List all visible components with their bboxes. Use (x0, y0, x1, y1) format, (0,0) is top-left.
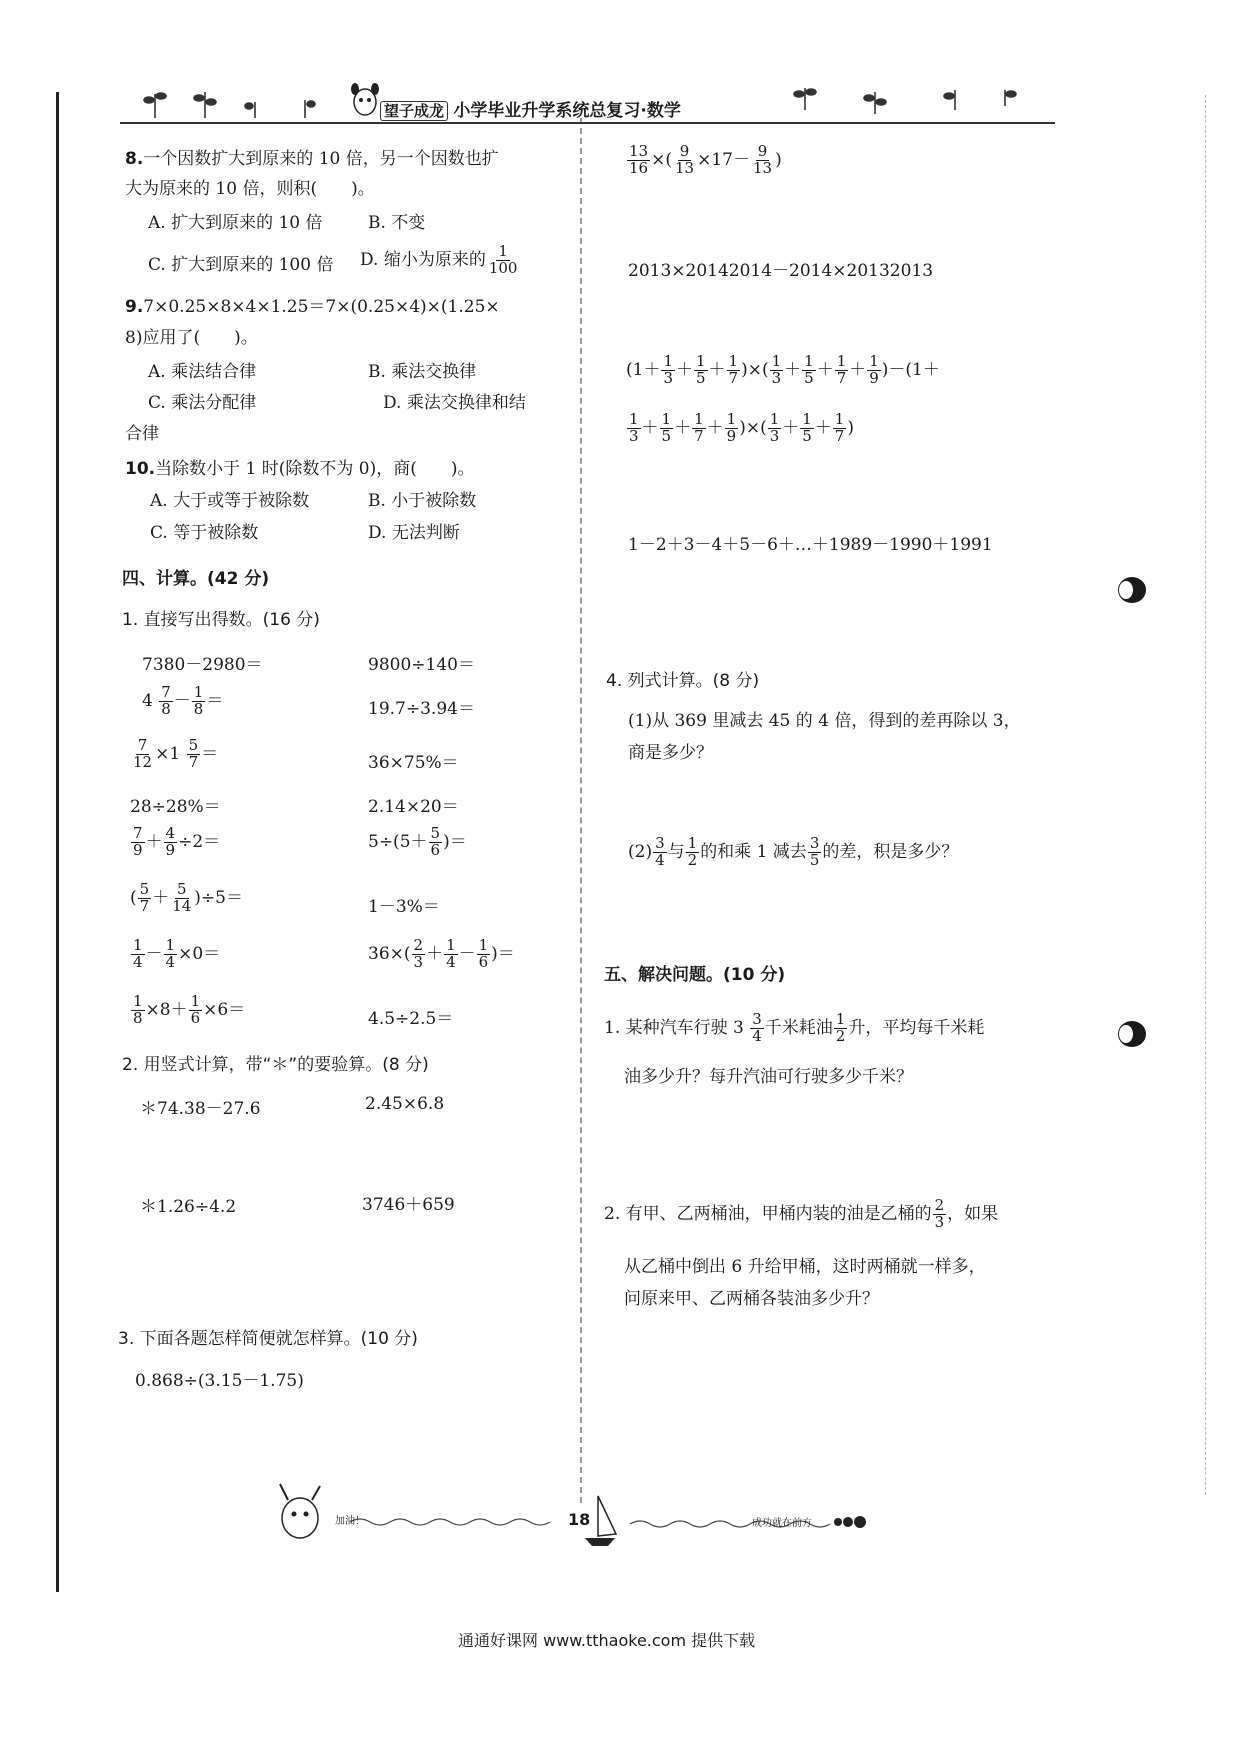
q8-option-c: C. 扩大到原来的 100 倍 (148, 255, 334, 275)
calc-r6a: ( $\frac{5}{7}$ ＋ $\frac{5}{14}$ )÷5＝ (130, 880, 243, 915)
brand-logo: 望子成龙 (380, 101, 448, 121)
q10-option-a: A. 大于或等于被除数 (150, 491, 310, 511)
calc-r8a: $\frac{1}{8}$ ×8＋ $\frac{1}{6}$ ×6＝ (133, 992, 246, 1027)
calc-r5a: $\frac{7}{9}$ ＋ $\frac{4}{9}$ ÷2＝ (133, 824, 221, 859)
ant-icon (834, 1516, 866, 1528)
problem-2-line1: 2. 有甲、乙两桶油，甲桶内装的油是乙桶的 $\frac{2}{3}$ ，如果 (604, 1196, 999, 1231)
footer-right-text: 成功就在前方 (752, 1518, 812, 1529)
written-calc-1-line1: (1)从 369 里减去 45 的 4 倍，得到的差再除以 3， (628, 711, 1021, 731)
vertical-calc-3: ＊1.26÷4.2 (140, 1197, 237, 1217)
cartoon-icon (280, 1484, 320, 1538)
part-1-title: 1. 直接写出得数。(16 分) (122, 610, 320, 630)
q8-option-a: A. 扩大到原来的 10 倍 (148, 213, 323, 233)
q9-option-d-cont: 合律 (125, 424, 159, 444)
header (380, 96, 681, 121)
part-3-title: 3. 下面各题怎样简便就怎样算。(10 分) (118, 1329, 418, 1349)
simplify-5: 1－2＋3－4＋5－6＋…＋1989－1990＋1991 (628, 535, 993, 555)
calc-r3a: $\frac{7}{12}$ ×1 $\frac{5}{7}$ ＝ (133, 736, 219, 771)
side-tab-icon (1110, 1016, 1150, 1052)
q10-option-d: D. 无法判断 (368, 523, 460, 543)
calc-r3b: 36×75%＝ (368, 753, 459, 773)
download-credit: 通通好课网 www.tthaoke.com 提供下载 (458, 1631, 756, 1650)
calc-r2b: 19.7÷3.94＝ (368, 699, 475, 719)
simplify-4-line1: (1＋ $\frac{1}{3}$ ＋ $\frac{1}{5}$ ＋ $\frac{1}{7}$ )×( $\frac{1}{3}$ ＋ $\frac{1}{5}$ ＋ $\frac{1}{7}$ ＋ $\frac{1}{9}$ )－(1＋ (626, 352, 940, 387)
section-4-title: 四、计算。(42 分) (122, 569, 270, 589)
q8-line1: 8.一个因数扩大到原来的 10 倍，另一个因数也扩 (125, 149, 499, 169)
book-title: 小学毕业升学系统总复习·数学 (453, 101, 681, 121)
q10-line1: 10.当除数小于 1 时(除数不为 0)，商( )。 (125, 459, 475, 479)
q9-line1: 9.7×0.25×8×4×1.25＝7×(0.25×4)×(1.25× (125, 297, 500, 317)
q10-option-b: B. 小于被除数 (368, 491, 477, 511)
problem-1-line2: 油多少升？每升汽油可行驶多少千米？ (624, 1067, 913, 1087)
problem-2-line3: 问原来甲、乙两桶各装油多少升？ (624, 1289, 879, 1309)
calc-r7a: $\frac{1}{4}$ － $\frac{1}{4}$ ×0＝ (133, 936, 221, 971)
calc-r4a: 28÷28%＝ (130, 797, 221, 817)
q8-option-b: B. 不变 (368, 213, 426, 233)
problem-2-line2: 从乙桶中倒出 6 升给甲桶，这时两桶就一样多， (624, 1257, 986, 1277)
section-5-title: 五、解决问题。(10 分) (604, 965, 786, 985)
written-calc-2: (2) $\frac{3}{4}$ 与 $\frac{1}{2}$ 的和乘 1 减去 $\frac{3}{5}$ 的差，积是多少？ (628, 834, 959, 869)
calc-r7b: 36×( $\frac{2}{3}$ ＋ $\frac{1}{4}$ － $\frac{1}{6}$ )＝ (368, 936, 515, 971)
header-rule (120, 122, 1055, 124)
simplify-4-line2: $\frac{1}{3}$ ＋ $\frac{1}{5}$ ＋ $\frac{1}{7}$ ＋ $\frac{1}{9}$ )×( $\frac{1}{3}$ ＋ $\frac{1}{5}$ ＋ $\frac{1}{7}$ ) (629, 410, 854, 445)
q8-option-d: D. 缩小为原来的 $\frac{1}{100}$ (360, 242, 518, 277)
footer-left-text: 加油！ (335, 1516, 365, 1527)
binding-edge (56, 92, 59, 1592)
calc-r1a: 7380－2980＝ (142, 655, 263, 675)
written-calc-1-line2: 商是多少？ (628, 743, 713, 763)
q10-option-c: C. 等于被除数 (150, 523, 259, 543)
simplify-1: 0.868÷(3.15－1.75) (135, 1371, 304, 1391)
q9-option-a: A. 乘法结合律 (148, 362, 257, 382)
part-2-title: 2. 用竖式计算，带“＊”的要验算。(8 分) (122, 1055, 429, 1075)
margin-line (1205, 95, 1206, 1495)
vertical-calc-4: 3746＋659 (362, 1195, 455, 1215)
calc-r2a: 4 $\frac{7}{8}$ － $\frac{1}{8}$ ＝ (142, 683, 224, 718)
part-4-title: 4. 列式计算。(8 分) (606, 671, 760, 691)
simplify-3: 2013×20142014－2014×20132013 (628, 261, 934, 281)
q9-option-c: C. 乘法分配律 (148, 393, 257, 413)
q9-option-d: D. 乘法交换律和结 (383, 393, 526, 413)
calc-r4b: 2.14×20＝ (368, 797, 459, 817)
calc-r5b: 5÷(5＋ $\frac{5}{6}$ )＝ (368, 824, 467, 859)
column-divider (580, 118, 582, 1503)
calc-r6b: 1－3%＝ (368, 897, 440, 917)
calc-r1b: 9800÷140＝ (368, 655, 475, 675)
vertical-calc-2: 2.45×6.8 (365, 1094, 445, 1114)
simplify-2: $\frac{13}{16}$ ×( $\frac{9}{13}$ ×17－ $\frac{9}{13}$ ) (629, 142, 782, 177)
q9-option-b: B. 乘法交换律 (368, 362, 477, 382)
problem-1-line1: 1. 某种汽车行驶 3 $\frac{3}{4}$ 千米耗油 $\frac{1}{2}$ 升，平均每千米耗 (604, 1010, 985, 1045)
side-tab-icon (1110, 572, 1150, 608)
calc-r8b: 4.5÷2.5＝ (368, 1009, 454, 1029)
vertical-calc-1: ＊74.38－27.6 (140, 1099, 261, 1119)
q8-line2: 大为原来的 10 倍，则积( )。 (125, 179, 375, 199)
q9-line2: 8)应用了( )。 (125, 328, 258, 348)
page-number: 18 (568, 1510, 591, 1529)
mascot-icon (351, 83, 379, 115)
